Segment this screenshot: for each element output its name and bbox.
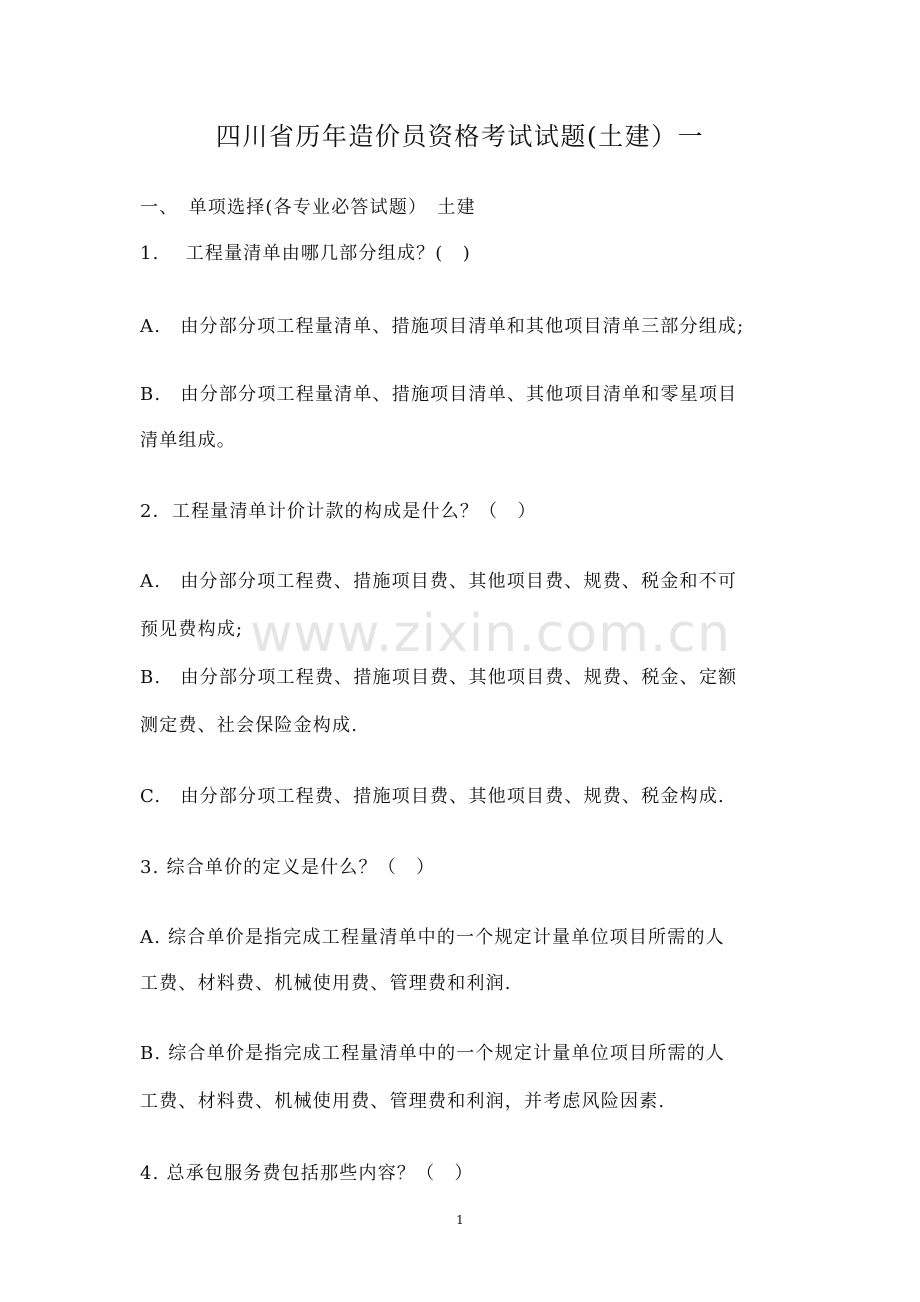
option-1b-continued: 清单组成。 [140,430,236,451]
question-3: 3. 综合单价的定义是什么？（ ） [140,857,436,878]
option-2a: A. 由分部分项工程费、措施项目费、其他项目费、规费、税金和不可 [140,571,738,592]
page-number: 1 [456,1213,464,1227]
question-2: 2．工程量清单计价计款的构成是什么？（ ） [140,501,537,522]
question-4: 4. 总承包服务费包括那些内容？（ ） [140,1163,474,1184]
option-1a: A. 由分部分项工程量清单、措施项目清单和其他项目清单三部分组成; [140,316,745,337]
option-3b-continued: 工费、材料费、机械使用费、管理费和利润，并考虑风险因素. [140,1091,666,1112]
option-2c: C. 由分部分项工程费、措施项目费、其他项目费、规费、税金构成. [140,786,725,807]
option-1b: B. 由分部分项工程量清单、措施项目清单、其他项目清单和零星项目 [140,384,738,405]
watermark: www.zixin.com.cn [250,604,731,664]
section-heading: 一、 单项选择(各专业必答试题） 土建 [140,197,476,218]
option-3b: B. 综合单价是指完成工程量清单中的一个规定计量单位项目所需的人 [140,1043,726,1064]
document-title: 四川省历年造价员资格考试试题(土建）一 [215,122,705,151]
option-3a: A. 综合单价是指完成工程量清单中的一个规定计量单位项目所需的人 [140,927,725,948]
question-1: 1. 工程量清单由哪几部分组成？( ) [140,243,471,264]
option-2b-continued: 测定费、社会保险金构成. [140,715,359,736]
option-2a-continued: 预见费构成; [140,619,244,640]
option-3a-continued: 工费、材料费、机械使用费、管理费和利润. [140,973,512,994]
option-2b: B. 由分部分项工程费、措施项目费、其他项目费、规费、税金、定额 [140,667,738,688]
